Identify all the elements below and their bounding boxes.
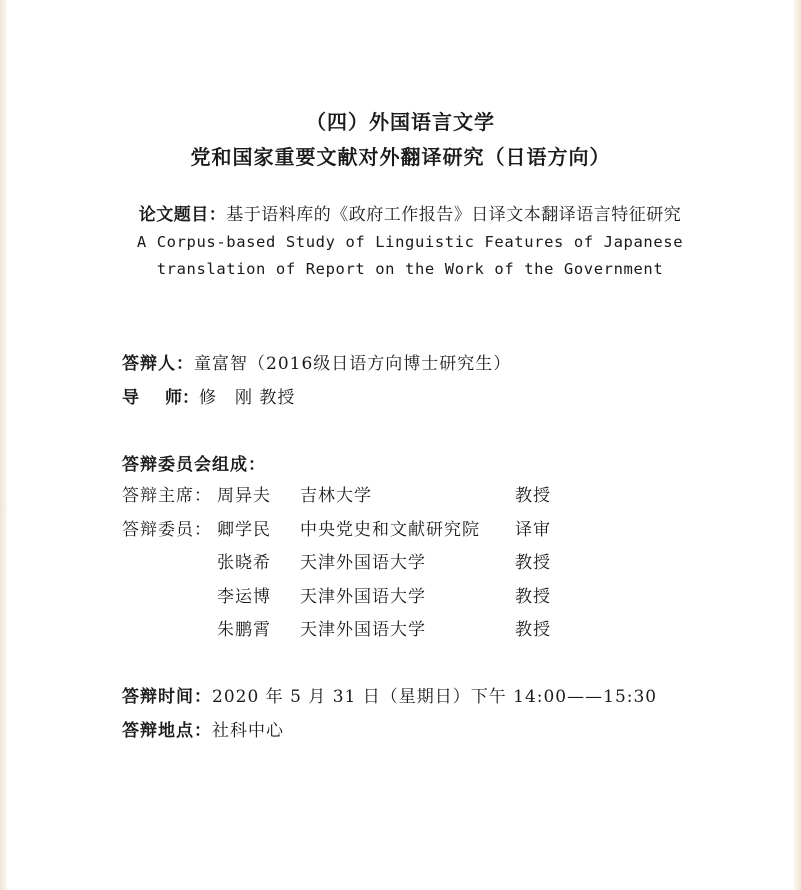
member-org: 天津外国语大学 (300, 553, 426, 573)
member-title: 译审 (515, 519, 551, 540)
member-name: 卿学民 (217, 519, 271, 540)
committee-member-row (122, 548, 622, 582)
member-title: 教授 (515, 586, 551, 607)
defender-value: 童富智（2016级日语方向博士研究生） (194, 354, 512, 374)
supervisor-row (122, 383, 295, 408)
committee-member-row (122, 481, 622, 515)
member-title: 教授 (515, 486, 551, 506)
member-name: 周异夫 (217, 486, 271, 506)
section-heading: （四）外国语言文学 (306, 110, 495, 134)
defense-time-row (122, 682, 657, 707)
member-org: 天津外国语大学 (300, 620, 426, 640)
defense-time-value: 2020 年 5 月 31 日（星期日）下午 14:00——15:30 (212, 687, 658, 707)
member-org: 中央党史和文献研究院 (300, 519, 480, 540)
defense-place-value: 社科中心 (212, 721, 284, 741)
committee-heading: 答辩委员会组成： (122, 455, 266, 475)
defender-label: 答辩人： (122, 354, 194, 374)
member-role: 答辩主席： (122, 486, 212, 506)
supervisor-label-part2: 师： (165, 388, 199, 408)
thesis-title-zh-text: 基于语料库的《政府工作报告》日译文本翻译语言特征研究 (226, 205, 682, 225)
member-title: 教授 (515, 553, 551, 573)
member-name: 李运博 (217, 586, 271, 607)
member-org: 吉林大学 (300, 486, 372, 506)
committee-member-row (122, 582, 622, 616)
program-heading: 党和国家重要文献对外翻译研究（日语方向） (190, 145, 611, 169)
defense-place-row (122, 716, 284, 741)
thesis-title-en-line1: A Corpus-based Study of Linguistic Features of Japanese (136, 233, 684, 251)
supervisor-value: 修 刚 教授 (199, 388, 296, 408)
supervisor-label (122, 388, 199, 408)
member-title: 教授 (515, 620, 551, 640)
thesis-title-zh (100, 202, 720, 229)
thesis-block (100, 202, 720, 283)
committee-table (122, 481, 622, 649)
defense-time-label: 答辩时间： (122, 687, 212, 707)
committee-member-row (122, 515, 622, 549)
member-name: 张晓希 (217, 553, 271, 573)
defender-row (122, 349, 511, 374)
supervisor-label-part1: 导 (122, 388, 139, 408)
defense-place-label: 答辩地点： (122, 721, 212, 741)
member-org: 天津外国语大学 (300, 586, 426, 607)
member-role: 答辩委员： (122, 519, 212, 540)
committee-member-row (122, 615, 622, 649)
thesis-title-en-line2: translation of Report on the Work of the Government (156, 260, 664, 278)
thesis-label: 论文题目： (138, 205, 227, 225)
member-name: 朱鹏霄 (217, 620, 271, 640)
